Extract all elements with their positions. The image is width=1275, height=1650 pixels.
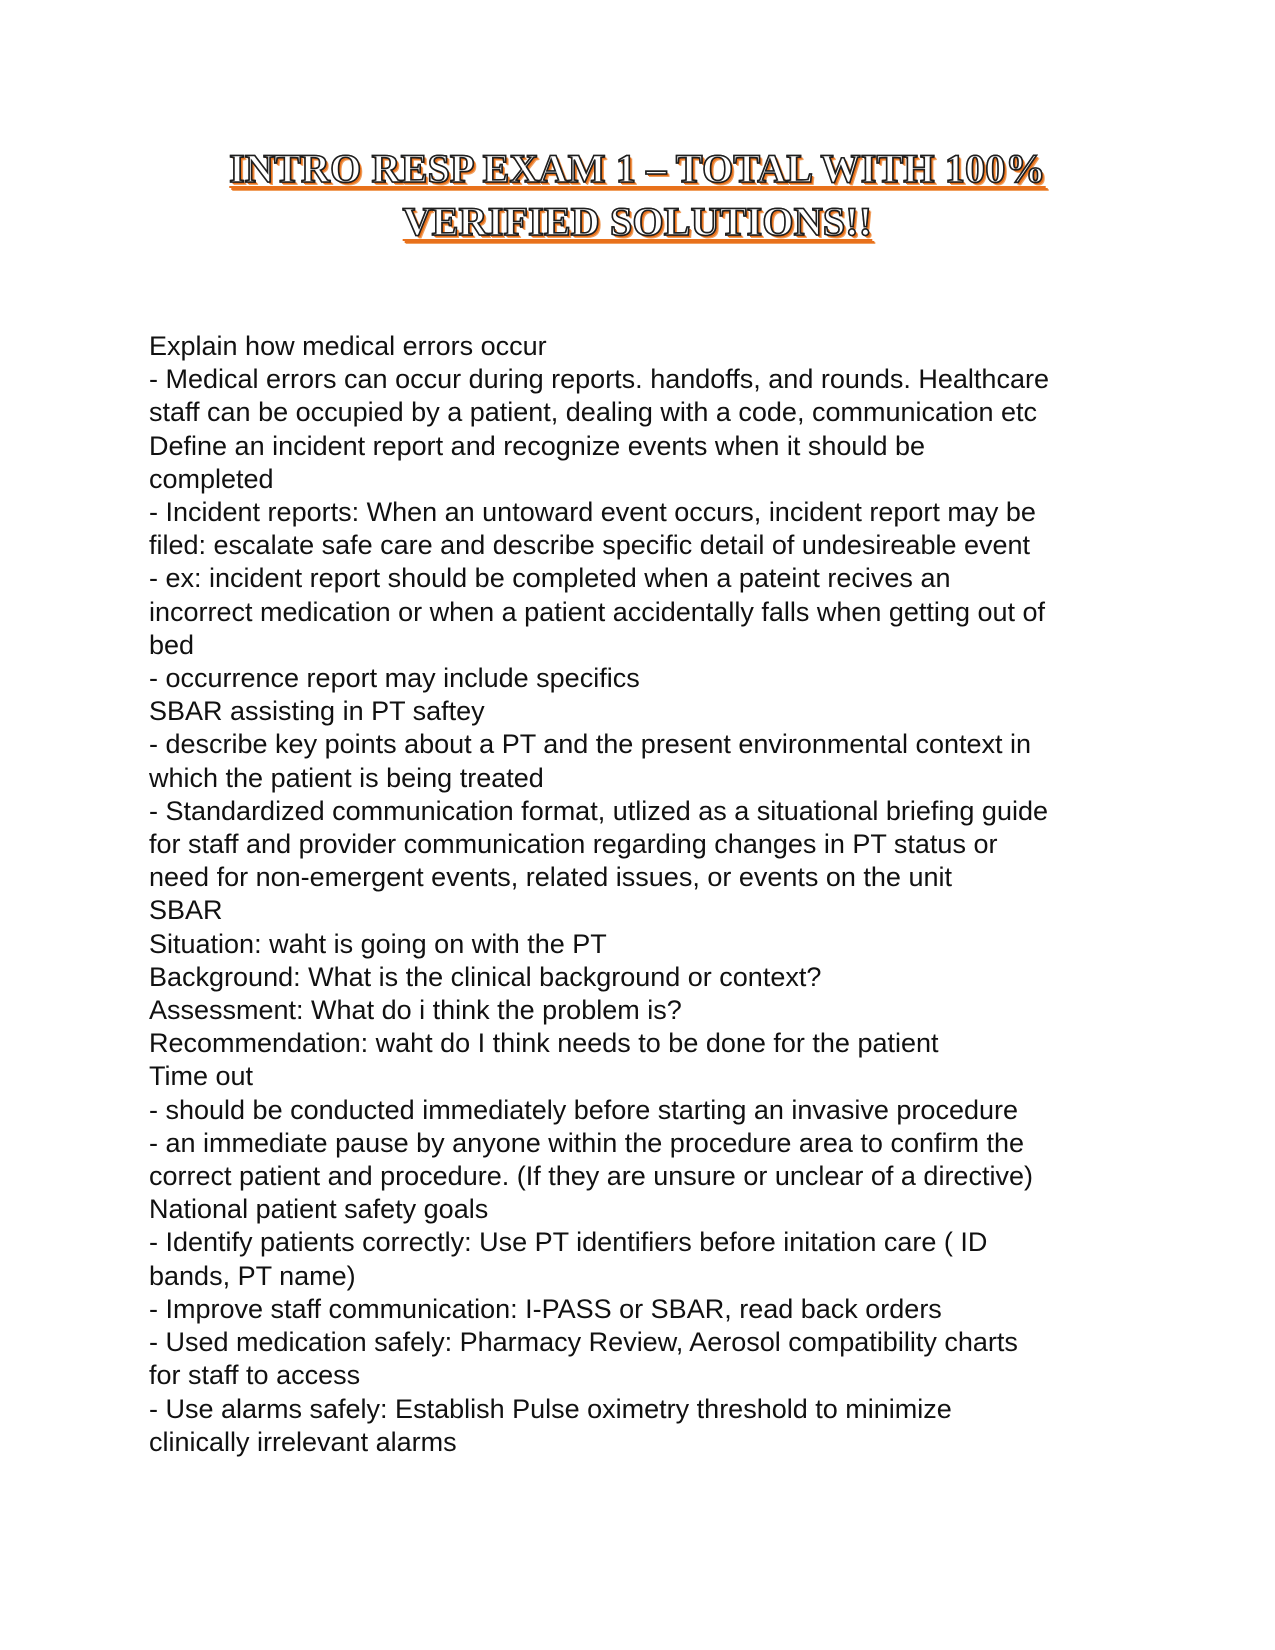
body-line: completed bbox=[149, 463, 274, 494]
body-line: Recommendation: waht do I think needs to be done for the patient bbox=[149, 1028, 939, 1059]
body-line: - Identify patients correctly: Use PT identifiers before initation care ( ID bbox=[149, 1227, 988, 1258]
body-line: - describe key points about a PT and the present environmental context in bbox=[149, 729, 1032, 760]
body-line: Explain how medical errors occur bbox=[149, 331, 547, 361]
body-line: Assessment: What do i think the problem is? bbox=[149, 995, 682, 1026]
body-line: - an immediate pause by anyone within the procedure area to confirm the bbox=[149, 1127, 1024, 1158]
document-body bbox=[149, 330, 1149, 1459]
body-line: staff can be occupied by a patient, dealing with a code, communication etc bbox=[149, 397, 1038, 428]
document-title bbox=[100, 142, 1175, 248]
body-line: - should be conducted immediately before starting an invasive procedure bbox=[149, 1094, 1018, 1125]
body-line: for staff to access bbox=[149, 1360, 361, 1391]
body-line: Define an incident report and recognize events when it should be bbox=[149, 430, 925, 461]
body-line: correct patient and procedure. (If they are unsure or unclear of a directive) bbox=[149, 1161, 1033, 1192]
body-line: bands, PT name) bbox=[149, 1260, 356, 1291]
body-line: - Improve staff communication: I-PASS or SBAR, read back orders bbox=[149, 1293, 942, 1324]
title-line-2: VERIFIED SOLUTIONS!! bbox=[402, 199, 873, 244]
body-line: - Standardized communication format, utlized as a situational briefing guide bbox=[149, 795, 1048, 826]
body-line: for staff and provider communication regarding changes in PT status or bbox=[149, 829, 998, 860]
body-line: - Incident reports: When an untoward event occurs, incident report may be bbox=[149, 497, 1036, 528]
body-line: need for non-emergent events, related issues, or events on the unit bbox=[149, 862, 952, 893]
body-line: Background: What is the clinical background or context? bbox=[149, 961, 822, 992]
body-line: - occurrence report may include specifics bbox=[149, 663, 640, 694]
body-line: - Medical errors can occur during reports. handoffs, and rounds. Healthcare bbox=[149, 364, 1049, 395]
body-line: National patient safety goals bbox=[149, 1194, 489, 1225]
body-line: - Used medication safely: Pharmacy Review, Aerosol compatibility charts bbox=[149, 1327, 1018, 1358]
body-line: SBAR bbox=[149, 895, 223, 926]
body-line: - ex: incident report should be completed when a pateint recives an bbox=[149, 563, 951, 594]
body-line: filed: escalate safe care and describe specific detail of undesireable event bbox=[149, 530, 1031, 561]
title-line-1: INTRO RESP EXAM 1 – TOTAL WITH 100% bbox=[229, 146, 1046, 191]
body-line: incorrect medication or when a patient accidentally falls when getting out of bbox=[149, 596, 1046, 627]
body-line: - Use alarms safely: Establish Pulse oximetry threshold to minimize bbox=[149, 1393, 952, 1424]
body-line: SBAR assisting in PT saftey bbox=[149, 696, 485, 727]
body-line: Situation: waht is going on with the PT bbox=[149, 928, 607, 959]
body-line: Time out bbox=[149, 1061, 254, 1092]
body-line: bed bbox=[149, 629, 195, 660]
body-line: clinically irrelevant alarms bbox=[149, 1426, 457, 1457]
body-line: which the patient is being treated bbox=[149, 762, 544, 793]
